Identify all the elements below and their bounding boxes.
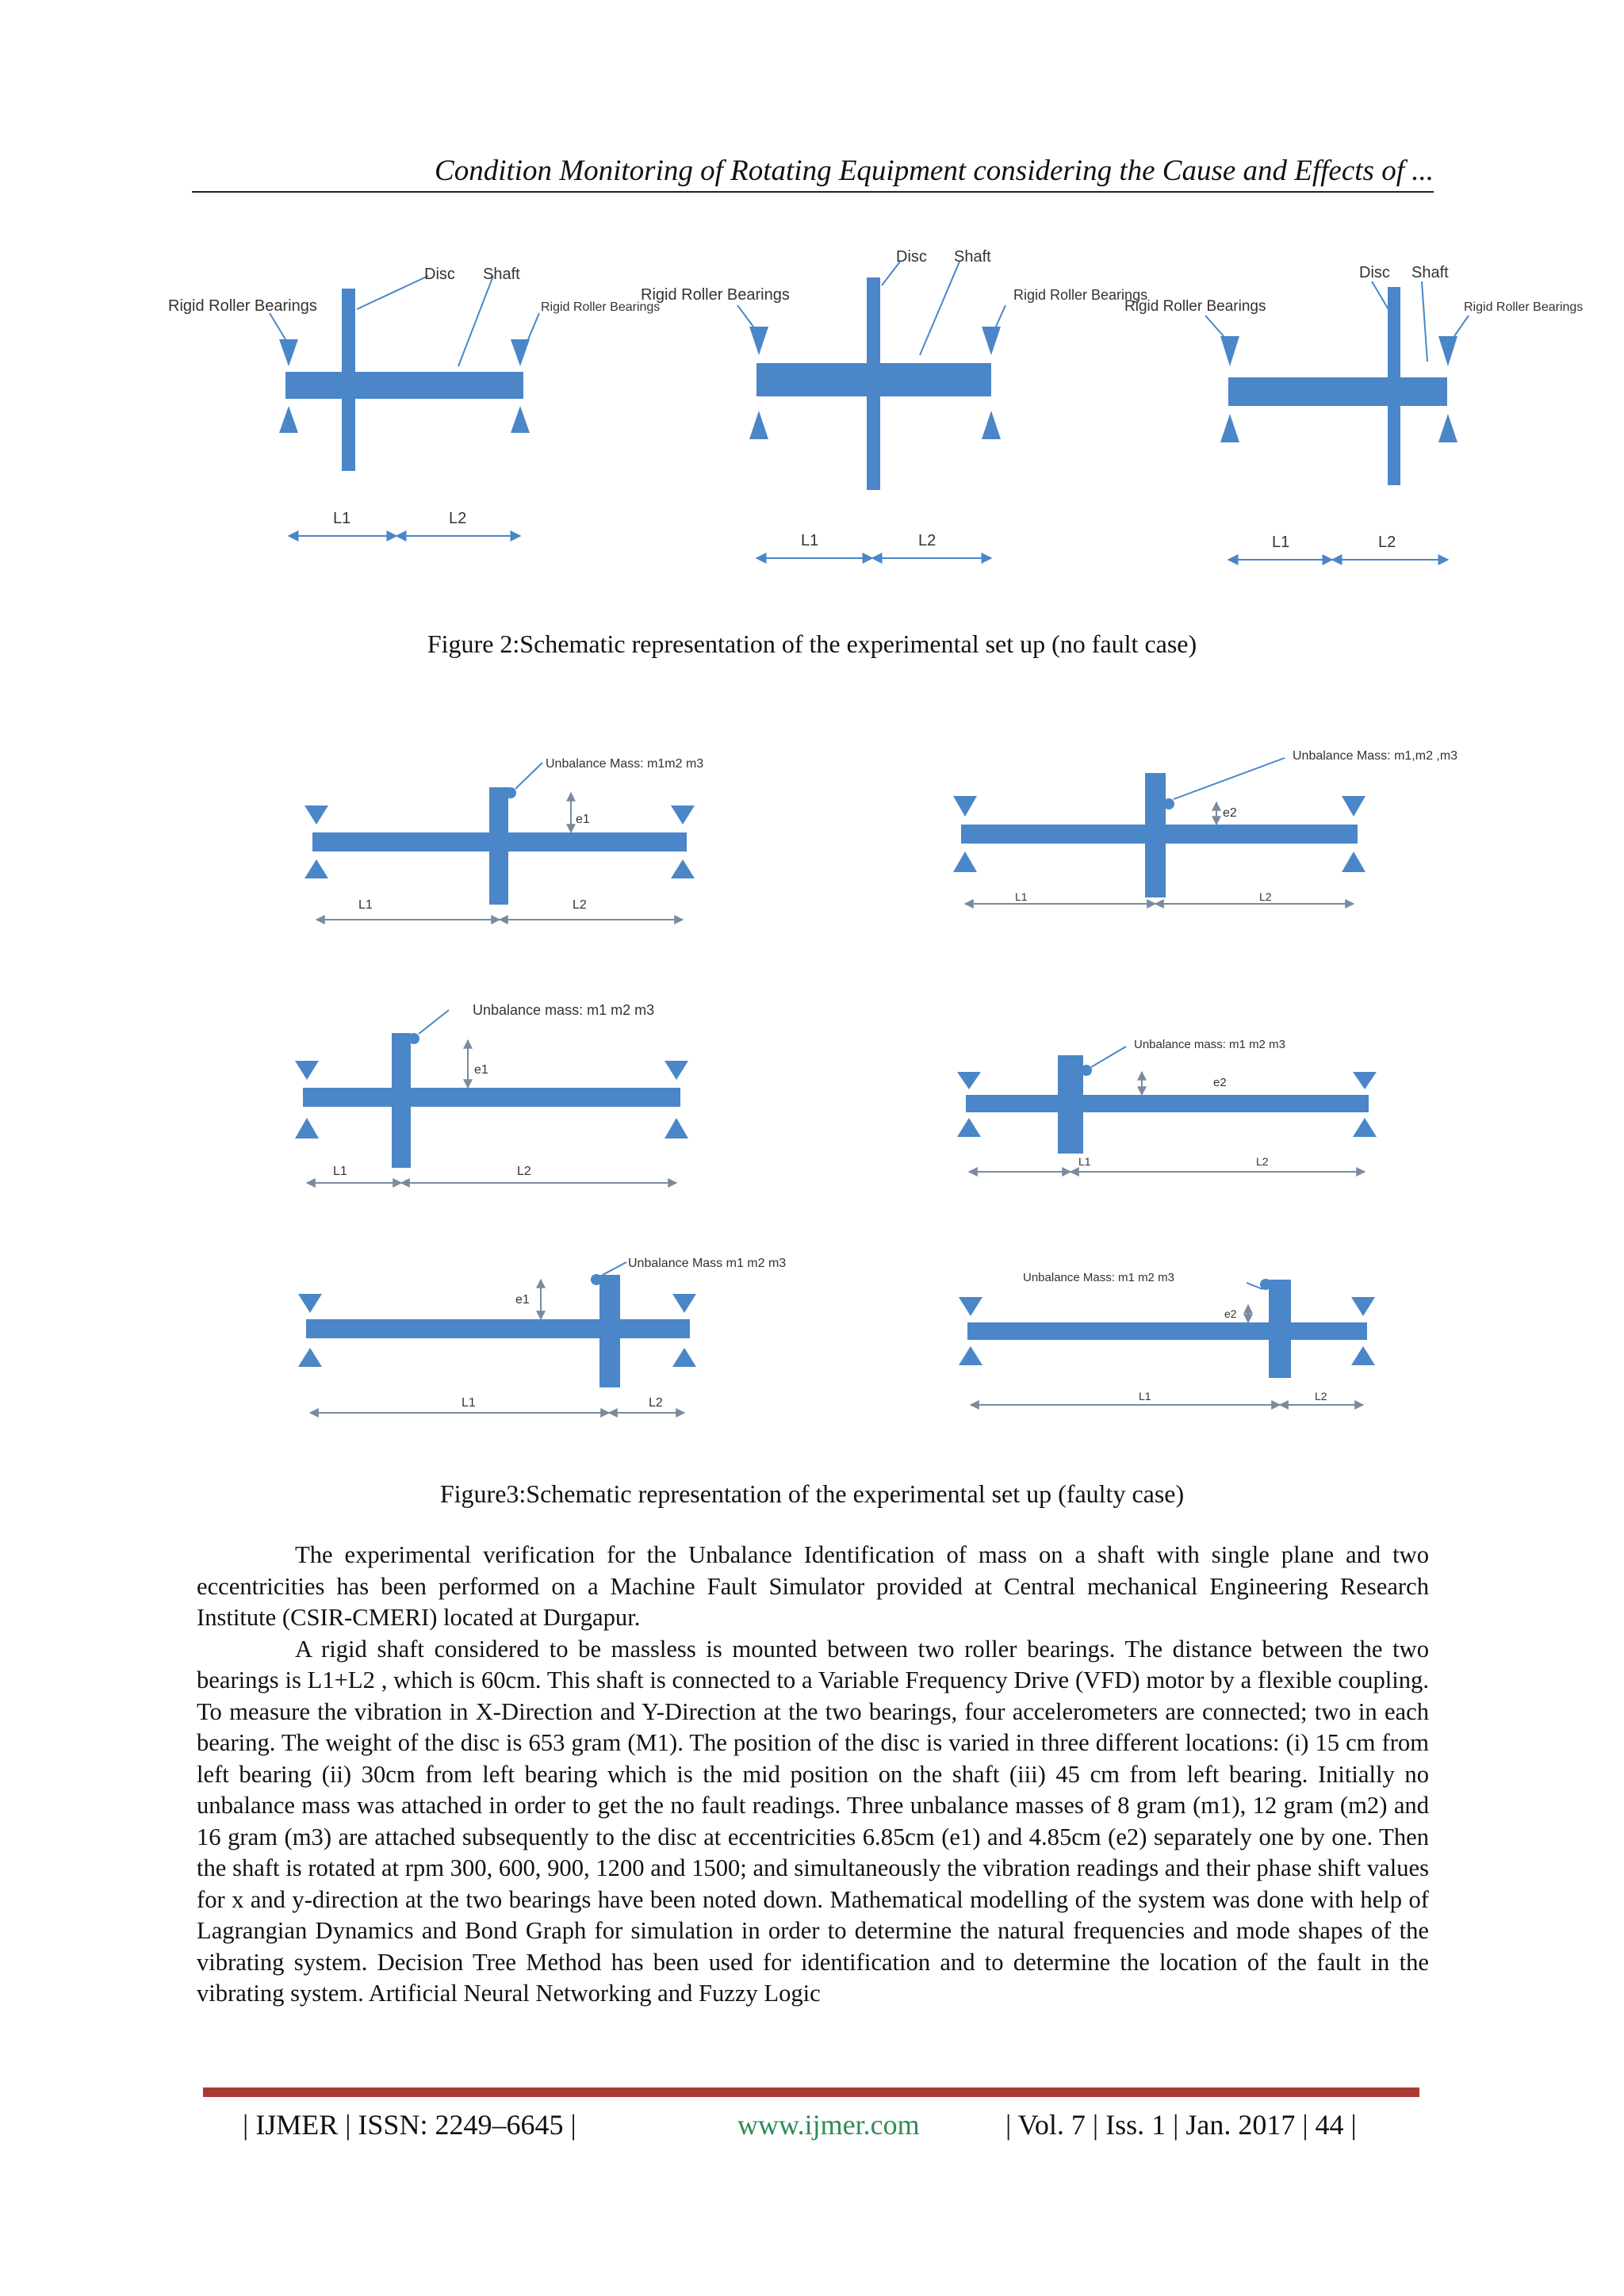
bearing-top-left — [295, 1061, 319, 1080]
fig2-panel-3 — [1124, 264, 1583, 560]
unbalance-label: Unbalance Mass: m1 m2 m3 — [1023, 1271, 1174, 1284]
bearing-top-right — [1353, 1072, 1377, 1089]
body-text — [197, 1540, 1429, 2010]
unbalance-mass — [1163, 798, 1174, 809]
l1-label: L1 — [1015, 890, 1028, 903]
disc — [867, 277, 880, 490]
ecc-label: e1 — [474, 1063, 488, 1077]
disc — [1145, 773, 1166, 897]
l1-label: L1 — [333, 510, 351, 527]
shaft-label: Shaft — [1411, 264, 1449, 281]
shaft — [1228, 377, 1447, 406]
shaft — [306, 1319, 690, 1338]
unbalance-label: Unbalance Mass m1 m2 m3 — [628, 1257, 787, 1270]
l1-label: L1 — [801, 532, 819, 549]
disc — [342, 289, 355, 471]
l2-label: L2 — [517, 1165, 531, 1178]
figure2 — [168, 248, 1583, 560]
bearing-left-label: Rigid Roller Bearings — [1124, 298, 1266, 315]
bearing-bottom-left — [304, 859, 328, 878]
bearing-bottom-right — [1342, 851, 1365, 872]
figure3 — [295, 749, 1457, 1413]
bearing-bottom-left — [953, 851, 977, 872]
l1-label: L1 — [1078, 1155, 1091, 1168]
bearing-top-right — [671, 806, 695, 825]
shaft — [967, 1322, 1367, 1340]
bearing-top-left — [1220, 336, 1239, 366]
l1-label: L1 — [462, 1396, 476, 1410]
bearing-top-right — [511, 339, 530, 366]
shaft-label: Shaft — [483, 266, 520, 283]
figure3-caption: Figure3:Schematic representation of the experimental set up (faulty case) — [439, 1479, 1185, 1508]
fig3-panel-6 — [959, 1271, 1375, 1405]
bearing-bottom-left — [295, 1118, 319, 1138]
unbalance-mass — [408, 1033, 419, 1044]
shaft — [966, 1095, 1369, 1112]
bearing-bottom-left — [298, 1348, 322, 1367]
disc — [1269, 1280, 1291, 1378]
bearing-top-left — [749, 327, 768, 355]
bearing-top-right — [1438, 336, 1457, 366]
shaft — [285, 372, 523, 399]
bearing-bottom-right — [982, 411, 1001, 439]
unbalance-mass — [505, 787, 516, 798]
footer-issue-info: | Vol. 7 | Iss. 1 | Jan. 2017 | 44 | — [1005, 2109, 1357, 2141]
disc-label: Disc — [1359, 264, 1390, 281]
bearing-top-right — [1351, 1297, 1375, 1316]
l1-label: L1 — [358, 898, 373, 912]
bearing-bottom-left — [957, 1118, 981, 1137]
bearing-right-label: Rigid Roller Bearings — [541, 300, 661, 314]
ecc-label: e2 — [1223, 806, 1237, 820]
bearing-top-right — [982, 327, 1001, 355]
unbalance-label: Unbalance mass: m1 m2 m3 — [473, 1002, 655, 1018]
fig3-panel-1 — [304, 757, 703, 920]
footer-website-link[interactable]: www.ijmer.com — [737, 2109, 920, 2141]
bearing-bottom-right — [672, 1348, 696, 1367]
bearing-bottom-left — [1220, 414, 1239, 442]
bearing-bottom-left — [749, 411, 768, 439]
ecc-label: e1 — [515, 1293, 530, 1307]
disc — [392, 1033, 411, 1168]
fig3-panel-5 — [298, 1257, 786, 1413]
bearing-top-left — [953, 796, 977, 817]
ecc-label: e2 — [1224, 1307, 1237, 1320]
bearing-left-label: Rigid Roller Bearings — [641, 286, 790, 304]
running-head: Condition Monitoring of Rotating Equipment considering the Cause and Effects of ... — [435, 155, 1434, 187]
bearing-bottom-right — [1351, 1346, 1375, 1365]
bearing-bottom-right — [511, 406, 530, 433]
fig3-panel-3 — [295, 1002, 688, 1183]
l2-label: L2 — [1315, 1390, 1327, 1402]
footer-rule — [203, 2087, 1419, 2097]
l2-label: L2 — [918, 532, 936, 549]
disc — [489, 787, 508, 905]
ecc-label: e2 — [1213, 1076, 1227, 1089]
disc-label: Disc — [424, 266, 455, 283]
l1-label: L1 — [1139, 1390, 1151, 1402]
paragraph-1: The experimental verification for the Unbalance Identification of mass on a shaft with single plane and two eccentricities has been performed on a Machine Fault Simulator provided at Central mechanical Engineering Research Institute (CSIR-CMERI) located at Durgapur. — [197, 1541, 1429, 1631]
bearing-top-left — [298, 1294, 322, 1313]
l2-label: L2 — [1256, 1155, 1269, 1168]
shaft — [303, 1088, 680, 1107]
shaft-label: Shaft — [954, 248, 991, 266]
l2-label: L2 — [649, 1396, 663, 1410]
bearing-left-label: Rigid Roller Bearings — [168, 297, 317, 315]
disc — [1058, 1055, 1083, 1154]
bearing-top-left — [957, 1072, 981, 1089]
unbalance-mass — [591, 1274, 602, 1285]
bearing-bottom-right — [1353, 1118, 1377, 1137]
l2-label: L2 — [449, 510, 467, 527]
bearing-bottom-left — [959, 1346, 982, 1365]
bearing-top-right — [672, 1294, 696, 1313]
bearing-bottom-right — [665, 1118, 688, 1138]
bearing-bottom-right — [671, 859, 695, 878]
fig3-panel-2 — [953, 749, 1457, 904]
disc-label: Disc — [896, 248, 927, 266]
unbalance-label: Unbalance mass: m1 m2 m3 — [1134, 1038, 1285, 1051]
bearing-top-left — [959, 1297, 982, 1316]
unbalance-label: Unbalance Mass: m1,m2 ,m3 — [1293, 749, 1458, 763]
l2-label: L2 — [1259, 890, 1272, 903]
l2-label: L2 — [573, 898, 587, 912]
bearing-right-label: Rigid Roller Bearings — [1013, 287, 1148, 303]
l2-label: L2 — [1378, 534, 1396, 551]
unbalance-mass — [1081, 1065, 1092, 1076]
bearing-top-right — [665, 1061, 688, 1080]
l1-label: L1 — [333, 1165, 347, 1178]
figure2-caption: Figure 2:Schematic representation of the experimental set up (no fault case) — [427, 629, 1197, 658]
bearing-right-label: Rigid Roller Bearings — [1464, 300, 1584, 314]
bearing-bottom-right — [1438, 414, 1457, 442]
l1-label: L1 — [1272, 534, 1290, 551]
bearing-top-right — [1342, 796, 1365, 817]
disc — [599, 1275, 620, 1387]
bearing-top-left — [279, 339, 298, 366]
fig2-panel-1 — [168, 266, 660, 536]
fig2-panel-2 — [641, 248, 1147, 558]
footer-journal: | IJMER | ISSN: 2249–6645 | — [243, 2109, 576, 2141]
fig3-panel-4 — [957, 1038, 1377, 1172]
disc — [1388, 287, 1400, 485]
unbalance-label: Unbalance Mass: m1m2 m3 — [546, 757, 704, 771]
bearing-top-left — [304, 806, 328, 825]
paragraph-2: A rigid shaft considered to be massless is mounted between two roller bearings. The distance between the two bearings is L1+L2 , which is 60cm. This shaft is connected to a Variable Frequency Drive (VFD) motor by a flexible coupling. To measure the vibration in X-Direction and Y-Direction at the two bearings, four accelerometers are connected; two in each bearing. The weight of the disc is 653 gram (M1). The position of the disc is varied in three different locations: (i) 15 cm from left bearing (ii) 30cm from left bearing which is the mid position on the shaft (iii) 45 cm from left bearing. Initially no unbalance mass was attached in order to get the no fault readings. Three unbalance masses of 8 gram (m1), 12 gram (m2) and 16 gram (m3) are attached subsequently to the disc at eccentricities 6.85cm (e1) and 4.85cm (e2) separately one by one. Then the shaft is rotated at rpm 300, 600, 900, 1200 and 1500; and simultaneously the vibration readings and their phase shift values for x and y-direction at the two bearings have been noted down. Mathematical modelling of the system was done with help of Lagrangian Dynamics and Bond Graph for simulation in order to determine the natural frequencies and mode shapes of the vibrating system. Decision Tree Method has been used for identification and to determine the location of the fault in the vibrating system. Artificial Neural Networking and Fuzzy Logic — [197, 1635, 1429, 2007]
ecc-label: e1 — [576, 813, 590, 826]
bearing-bottom-left — [279, 406, 298, 433]
